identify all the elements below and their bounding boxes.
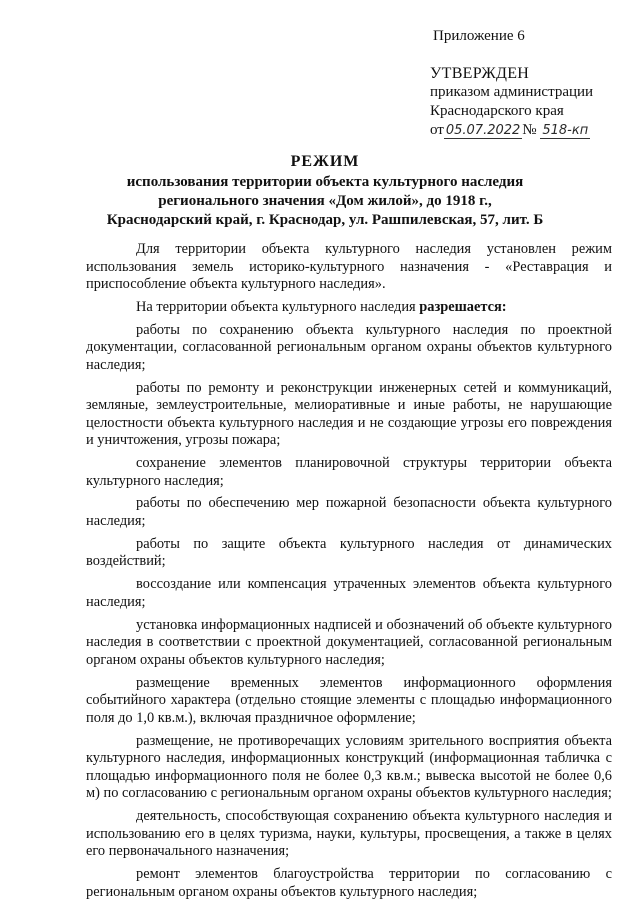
title-line-3: регионального значения «Дом жилой», до 1918 г., [158, 193, 492, 209]
number-prefix: № [522, 122, 537, 138]
list-item: работы по сохранению объекта культурного наследия по проектной документации, согласованной региональным органом охраны объектов культурного наследия; [86, 321, 612, 373]
document-title [60, 152, 590, 230]
document-body [86, 241, 612, 906]
list-item: работы по защите объекта культурного наследия от динамических воздействий; [86, 535, 612, 570]
title-line-4: Краснодарский край, г. Краснодар, ул. Рашпилевская, 57, лит. Б [106, 212, 544, 228]
intro-paragraph: Для территории объекта культурного наследия установлен режим использования земель историко-культурного назначения - «Реставрация и приспособление объекта культурного наследия». [86, 241, 612, 293]
list-item: деятельность, способствующая сохранению объекта культурного наследия и использованию его в целях туризма, науки, культуры, просвещения, а также в целях его первоначального назначения; [86, 808, 612, 860]
list-item: воссоздание или компенсация утраченных элементов объекта культурного наследия; [86, 576, 612, 610]
allowed-word: разрешается: [419, 298, 507, 315]
list-item: установка информационных надписей и обозначений об объекте культурного наследия в соответствии с проектной документацией, согласованной региональным органом охраны объектов культурного наследия; [86, 616, 612, 668]
list-item: размещение, не противоречащих условиям зрительного восприятия объекта культурного наследия, информационных конструкций (информационная табличка с площадью информационного поля не более 0,3 кв.м.; вывеска высотой не более 0,6 м) по согласованию с региональным органом охраны объектов культурного наследия; [86, 732, 612, 802]
title-line-2: использования территории объекта культурного наследия [126, 174, 524, 190]
allowed-heading [86, 299, 612, 317]
list-item: ремонт элементов благоустройства территории по согласованию с региональным органом охраны объектов культурного наследия; [86, 866, 612, 900]
list-item: сохранение элементов планировочной структуры территории объекта культурного наследия; [86, 455, 612, 489]
approved-line-2: Краснодарского края [430, 103, 564, 119]
date-prefix: от [430, 122, 444, 138]
allowed-lead-text: На территории объекта культурного наследия [136, 298, 416, 315]
handwritten-number: 518-кп [542, 123, 589, 138]
approved-title: УТВЕРЖДЕН [430, 65, 530, 82]
appendix-label: Приложение 6 [433, 28, 525, 44]
list-item: работы по обеспечению мер пожарной безопасности объекта культурного наследия; [86, 495, 612, 530]
list-item: работы по ремонту и реконструкции инженерных сетей и коммуникаций, земляные, землеустроительные, мелиоративные и иные работы, не нарушающие целостности объекта культурного наследия и не создающие угрозы его повреждения и уничтожения, угрозы пожара; [86, 379, 612, 449]
approved-line-1: приказом администрации [430, 84, 594, 100]
list-item: размещение временных элементов информационного оформления событийного характера (отдельно стоящие элементы с площадью информационного поля до 1,0 кв.м.), включая праздничное оформление; [86, 674, 612, 726]
handwritten-date: 05.07.2022 [445, 123, 521, 138]
approval-date-line [430, 121, 593, 140]
approval-block [430, 64, 593, 140]
title-line-1: РЕЖИМ [290, 153, 360, 170]
